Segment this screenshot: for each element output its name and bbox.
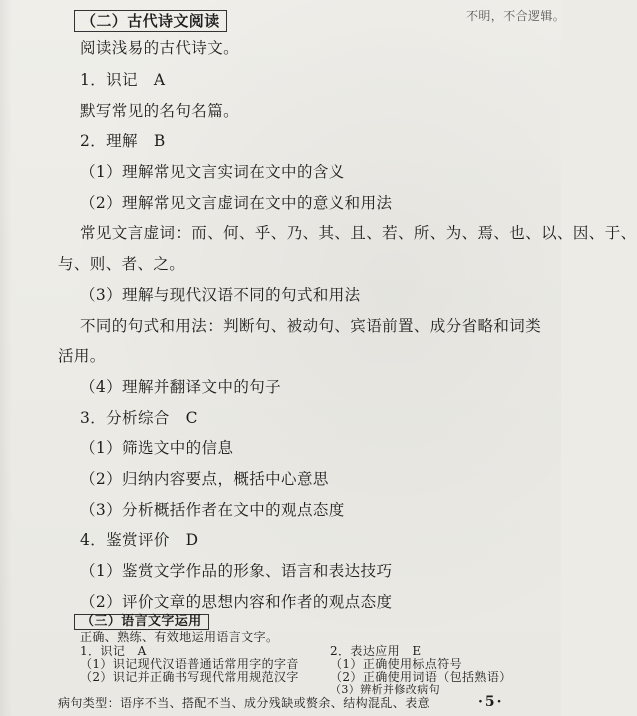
poetry-item4-sub1: （1）鉴赏文学作品的形象、语言和表达技巧: [80, 562, 393, 580]
xuci-line1: 常见文言虚词：而、何、乎、乃、其、且、若、所、为、焉、也、以、因、于、: [80, 224, 637, 242]
poetry-item3-title: 3．分析综合 C: [80, 409, 198, 427]
language-item2-title: 2．表达应用 E: [330, 644, 422, 658]
poetry-item2-sub4: （4）理解并翻译文中的句子: [80, 378, 282, 396]
sentence-line1: 不同的句式和用法：判断句、被动句、宾语前置、成分省略和词类: [80, 317, 542, 335]
poetry-item1-desc: 默写常见的名句名篇。: [80, 102, 240, 120]
section-heading-poetry: （二）古代诗文阅读: [74, 10, 227, 32]
language-item2-sub1: （1）正确使用标点符号: [330, 657, 463, 671]
language-item2-sub3: （3）辨析并修改病句: [330, 683, 440, 696]
page-number: ·5·: [478, 694, 504, 710]
poetry-item1-title: 1．识记 A: [80, 71, 166, 89]
bingju-types: 病句类型：语序不当、搭配不当、成分残缺或赘余、结构混乱、表意: [58, 696, 431, 710]
page-edge-shadow: [0, 0, 12, 716]
poetry-item4-sub2: （2）评价文章的思想内容和作者的观点态度: [80, 593, 393, 611]
poetry-item2-sub3: （3）理解与现代汉语不同的句式和用法: [80, 286, 361, 304]
section-heading-language: （三）语言文字运用: [74, 614, 209, 630]
poetry-item3-sub1: （1）筛选文中的信息: [80, 439, 234, 457]
poetry-item4-title: 4．鉴赏评价 D: [80, 531, 199, 549]
language-section: [0, 614, 561, 694]
header-fragment: 不明，不合逻辑。: [466, 9, 566, 23]
language-item1-title: 1．识记 A: [80, 644, 147, 658]
language-item2-sub2: （2）正确使用词语（包括熟语）: [330, 670, 512, 684]
poetry-item3-sub2: （2）归纳内容要点，概括中心意思: [80, 470, 329, 488]
language-item1-sub2: （2）识记并正确书写现代常用规范汉字: [80, 670, 299, 684]
sentence-line2: 活用。: [58, 347, 106, 365]
poetry-item2-sub1: （1）理解常见文言实词在文中的含义: [80, 163, 345, 181]
xuci-line2: 与、则、者、之。: [58, 255, 186, 273]
poetry-item2-sub2: （2）理解常见文言虚词在文中的意义和用法: [80, 194, 393, 212]
language-item1-sub1: （1）识记现代汉语普通话常用字的字音: [80, 657, 299, 671]
poetry-intro: 阅读浅易的古代诗文。: [80, 39, 240, 57]
poetry-item3-sub3: （3）分析概括作者在文中的观点态度: [80, 501, 345, 519]
poetry-item2-title: 2．理解 B: [80, 132, 166, 150]
language-intro: 正确、熟练、有效地运用语言文字。: [80, 630, 279, 644]
